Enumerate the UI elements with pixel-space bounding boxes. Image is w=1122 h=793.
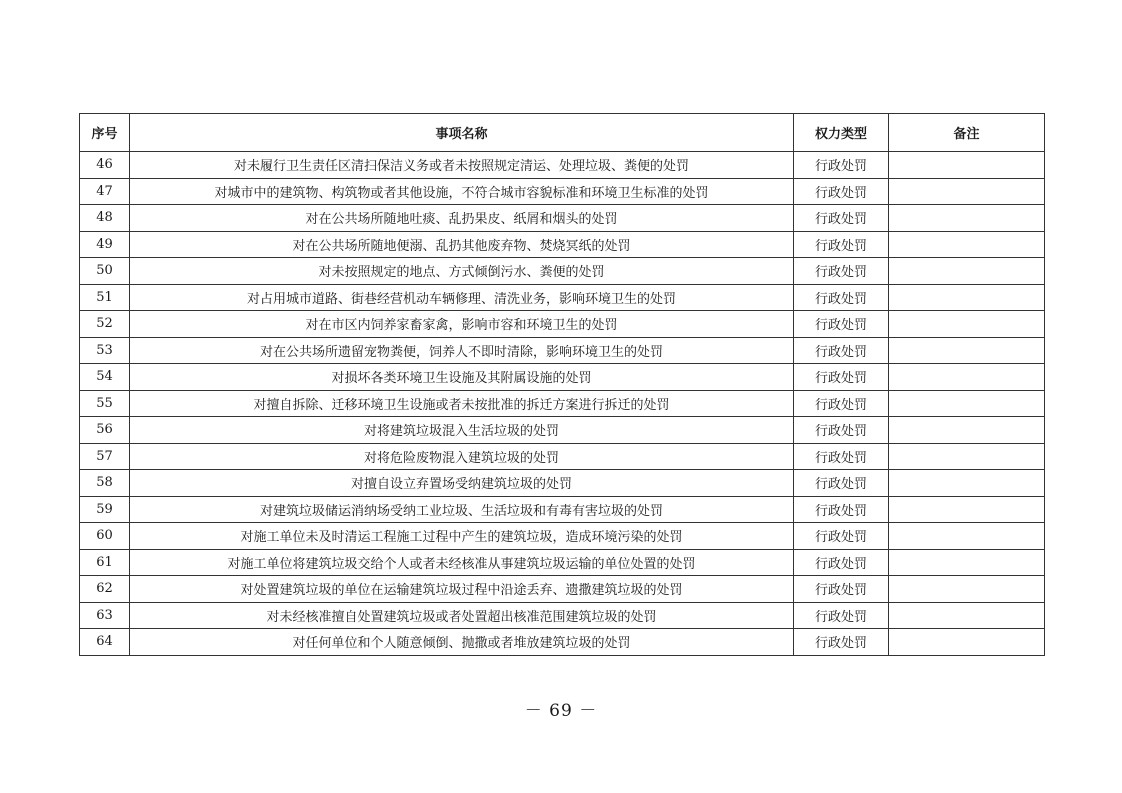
table-row [80,178,1045,205]
row-serial-number: 52 [80,311,130,338]
row-item-name: 对将危险废物混入建筑垃圾的处罚 [130,443,794,470]
table-row [80,284,1045,311]
table-row [80,258,1045,285]
row-serial-number: 51 [80,284,130,311]
row-item-name: 对在公共场所随地吐痰、乱扔果皮、纸屑和烟头的处罚 [130,205,794,232]
row-serial-number: 48 [80,205,130,232]
header-row [80,114,1045,152]
row-serial-number: 50 [80,258,130,285]
row-remarks [889,205,1045,232]
row-item-name: 对在公共场所随地便溺、乱扔其他废弃物、焚烧冥纸的处罚 [130,231,794,258]
row-serial-number: 47 [80,178,130,205]
table-row [80,549,1045,576]
table-row [80,496,1045,523]
row-item-name: 对占用城市道路、街巷经营机动车辆修理、清洗业务，影响环境卫生的处罚 [130,284,794,311]
row-power-type: 行政处罚 [794,523,889,550]
row-remarks [889,231,1045,258]
table-row [80,470,1045,497]
row-remarks [889,470,1045,497]
header-remarks: 备注 [889,114,1045,152]
row-remarks [889,602,1045,629]
row-item-name: 对未按照规定的地点、方式倾倒污水、粪便的处罚 [130,258,794,285]
row-power-type: 行政处罚 [794,152,889,179]
row-item-name: 对将建筑垃圾混入生活垃圾的处罚 [130,417,794,444]
table-row [80,390,1045,417]
row-item-name: 对建筑垃圾储运消纳场受纳工业垃圾、生活垃圾和有毒有害垃圾的处罚 [130,496,794,523]
table-row [80,602,1045,629]
row-remarks [889,258,1045,285]
row-item-name: 对擅自拆除、迁移环境卫生设施或者未按批准的拆迁方案进行拆迁的处罚 [130,390,794,417]
row-item-name: 对城市中的建筑物、构筑物或者其他设施，不符合城市容貌标准和环境卫生标准的处罚 [130,178,794,205]
row-power-type: 行政处罚 [794,231,889,258]
row-power-type: 行政处罚 [794,205,889,232]
row-remarks [889,496,1045,523]
row-serial-number: 58 [80,470,130,497]
row-remarks [889,417,1045,444]
table-row [80,205,1045,232]
table-row [80,152,1045,179]
row-remarks [889,390,1045,417]
row-item-name: 对未履行卫生责任区清扫保洁义务或者未按照规定清运、处理垃圾、粪便的处罚 [130,152,794,179]
row-power-type: 行政处罚 [794,470,889,497]
row-serial-number: 57 [80,443,130,470]
row-power-type: 行政处罚 [794,443,889,470]
row-serial-number: 56 [80,417,130,444]
row-item-name: 对在市区内饲养家畜家禽，影响市容和环境卫生的处罚 [130,311,794,338]
row-serial-number: 46 [80,152,130,179]
row-item-name: 对未经核准擅自处置建筑垃圾或者处置超出核准范围建筑垃圾的处罚 [130,602,794,629]
row-remarks [889,337,1045,364]
row-power-type: 行政处罚 [794,258,889,285]
table-row [80,364,1045,391]
power-list-table [79,113,1045,656]
page-number: － 69 － [524,701,598,721]
row-item-name: 对施工单位未及时清运工程施工过程中产生的建筑垃圾，造成环境污染的处罚 [130,523,794,550]
table-row [80,523,1045,550]
row-remarks [889,523,1045,550]
header-item-name: 事项名称 [130,114,794,152]
row-item-name: 对损坏各类环境卫生设施及其附属设施的处罚 [130,364,794,391]
header-power-type: 权力类型 [794,114,889,152]
table-row [80,337,1045,364]
table-row [80,417,1045,444]
row-power-type: 行政处罚 [794,417,889,444]
row-serial-number: 55 [80,390,130,417]
row-item-name: 对施工单位将建筑垃圾交给个人或者未经核准从事建筑垃圾运输的单位处置的处罚 [130,549,794,576]
row-serial-number: 62 [80,576,130,603]
row-item-name: 对任何单位和个人随意倾倒、抛撒或者堆放建筑垃圾的处罚 [130,629,794,656]
row-remarks [889,152,1045,179]
row-serial-number: 54 [80,364,130,391]
row-serial-number: 60 [80,523,130,550]
table-row [80,311,1045,338]
row-serial-number: 49 [80,231,130,258]
row-remarks [889,178,1045,205]
row-power-type: 行政处罚 [794,549,889,576]
row-serial-number: 61 [80,549,130,576]
row-remarks [889,576,1045,603]
row-power-type: 行政处罚 [794,576,889,603]
row-remarks [889,549,1045,576]
row-remarks [889,443,1045,470]
row-remarks [889,629,1045,656]
row-power-type: 行政处罚 [794,337,889,364]
table-row [80,231,1045,258]
header-serial-number: 序号 [80,114,130,152]
row-item-name: 对擅自设立弃置场受纳建筑垃圾的处罚 [130,470,794,497]
row-serial-number: 63 [80,602,130,629]
row-power-type: 行政处罚 [794,602,889,629]
row-remarks [889,284,1045,311]
row-power-type: 行政处罚 [794,284,889,311]
row-item-name: 对处置建筑垃圾的单位在运输建筑垃圾过程中沿途丢弃、遗撒建筑垃圾的处罚 [130,576,794,603]
table-row [80,443,1045,470]
row-power-type: 行政处罚 [794,178,889,205]
row-power-type: 行政处罚 [794,364,889,391]
table-header [80,114,1045,152]
row-item-name: 对在公共场所遗留宠物粪便，饲养人不即时清除，影响环境卫生的处罚 [130,337,794,364]
row-remarks [889,364,1045,391]
table-body [80,152,1045,656]
row-serial-number: 64 [80,629,130,656]
row-remarks [889,311,1045,338]
table-row [80,629,1045,656]
row-power-type: 行政处罚 [794,629,889,656]
row-serial-number: 53 [80,337,130,364]
row-power-type: 行政处罚 [794,390,889,417]
row-serial-number: 59 [80,496,130,523]
row-power-type: 行政处罚 [794,311,889,338]
table-row [80,576,1045,603]
row-power-type: 行政处罚 [794,496,889,523]
